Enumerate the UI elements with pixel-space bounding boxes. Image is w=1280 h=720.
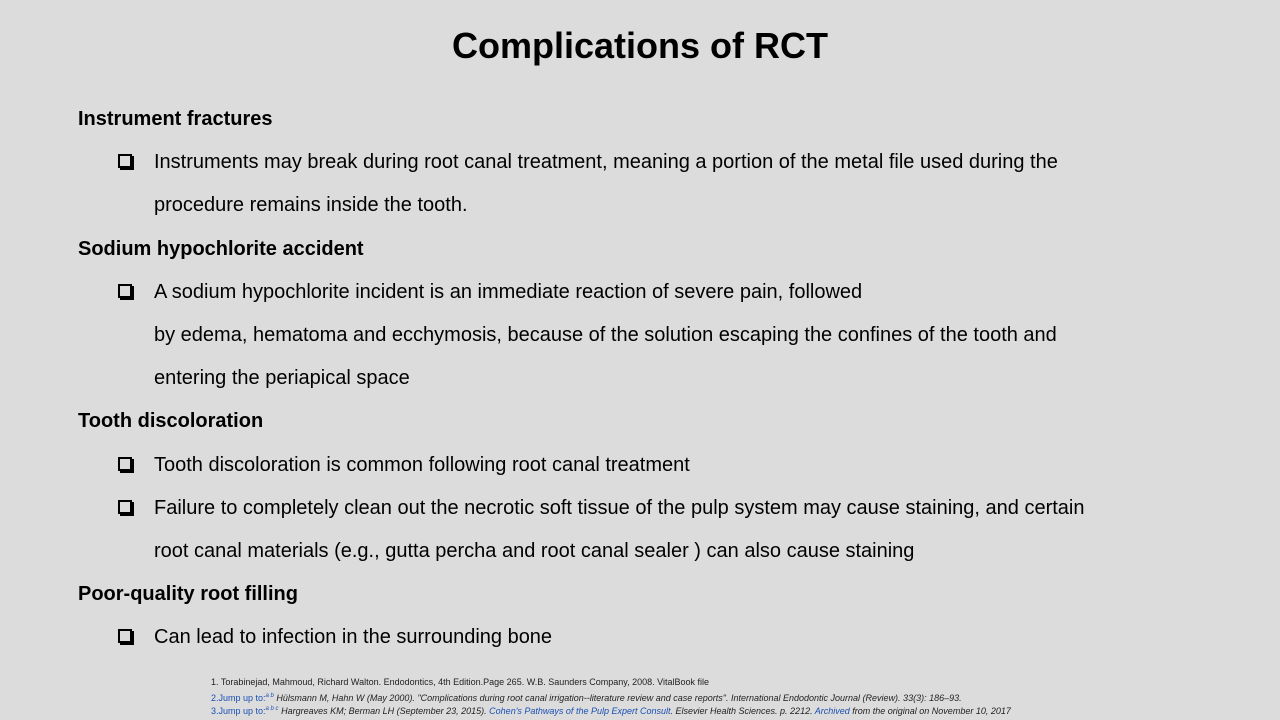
bullet-text-continuation: by edema, hematoma and ecchymosis, because of the solution escaping the confines of the tooth and <box>154 323 1057 346</box>
backlink-marks[interactable]: a b c <box>265 706 279 712</box>
bullet-item <box>78 141 1228 184</box>
section-heading: Sodium hypochlorite accident <box>78 237 364 260</box>
checkbox-bullet-icon <box>118 154 132 168</box>
bullet-item <box>78 487 1228 530</box>
slide-content <box>78 98 1228 659</box>
bullet-text: A sodium hypochlorite incident is an immediate reaction of severe pain, followed <box>154 280 863 303</box>
backlink-marks[interactable]: a b <box>265 692 274 699</box>
reference-3-text: . Elsevier Health Sciences. p. 2212. <box>670 706 815 716</box>
checkbox-bullet-icon <box>118 500 132 514</box>
section-heading: Instrument fractures <box>78 108 273 130</box>
slide-title: Complications of RCT <box>452 25 828 66</box>
checkbox-bullet-icon <box>118 629 132 643</box>
reference-2-text: Hülsmann M, Hahn W (May 2000). "Complications during root canal irrigation--literature review and case reports". International Endodontic Journal (Review). 33(3): 186–93. <box>273 692 962 703</box>
checkbox-bullet-icon <box>118 457 132 471</box>
bullet-text: Failure to completely clean out the necrotic soft tissue of the pulp system may cause staining, and certain <box>154 496 1085 519</box>
bullet-text: Tooth discoloration is common following root canal treatment <box>154 453 690 476</box>
jump-up-link[interactable]: 2.Jump up to: <box>211 692 266 703</box>
reference-3 <box>211 703 1011 717</box>
bullet-item <box>78 444 1228 487</box>
bullet-text-continuation: entering the periapical space <box>154 367 410 390</box>
reference-3-text: from the original on November 10, 2017 <box>849 706 1011 716</box>
bullet-text: Can lead to infection in the surrounding bone <box>154 626 553 649</box>
archived-link[interactable]: Archived <box>814 706 850 716</box>
book-link[interactable]: Cohen's Pathways of the Pulp Expert Consult <box>489 706 671 716</box>
bullet-item <box>78 616 1228 659</box>
reference-3-text: Hargreaves KM; Berman LH (September 23, 2015). <box>278 706 490 716</box>
section-heading: Poor-quality root filling <box>78 583 298 606</box>
section-heading: Tooth discoloration <box>78 410 264 433</box>
jump-up-link[interactable]: 3.Jump up to: <box>211 706 266 716</box>
checkbox-bullet-icon <box>118 284 132 298</box>
reference-1: 1. Torabinejad, Mahmoud, Richard Walton. Endodontics, 4th Edition.Page 265. W.B. Saunders Company, 2008. VitalBook file <box>211 677 709 687</box>
references <box>211 676 1011 717</box>
bullet-item <box>78 271 1228 314</box>
bullet-text: Instruments may break during root canal treatment, meaning a portion of the metal file used during the <box>154 151 1058 174</box>
bullet-text-continuation: root canal materials (e.g., gutta percha and root canal sealer ) can also cause staining <box>154 539 915 562</box>
reference-2 <box>211 690 1011 704</box>
bullet-text-continuation: procedure remains inside the tooth. <box>154 194 468 217</box>
